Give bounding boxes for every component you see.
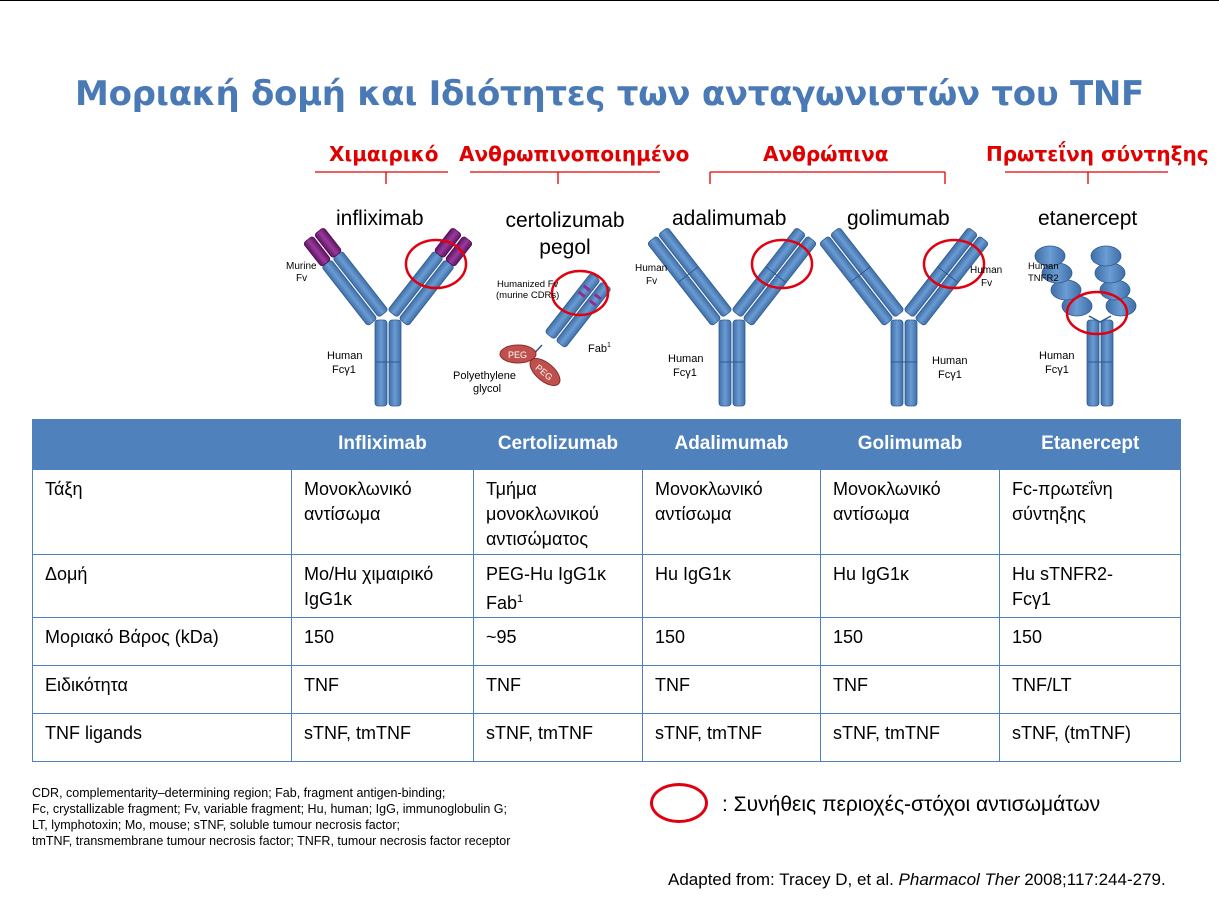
footnote-line: tmTNF, transmembrane tumour necrosis factor; TNFR, tumour necrosis factor receptor — [32, 834, 511, 848]
label-fv-murine: Fv — [296, 273, 308, 284]
table-cell: 150 — [1000, 618, 1181, 666]
adalimumab-structure — [635, 227, 817, 406]
source-suffix: 2008;117:244-279. — [1019, 870, 1166, 889]
footnote-line: CDR, complementarity–determining region; Fab, fragment antigen-binding; — [32, 786, 446, 800]
row-label: Τάξη — [33, 470, 292, 555]
table-header-row — [33, 419, 1181, 470]
drug-name-golimumab: golimumab — [847, 207, 950, 230]
row-label: Μοριακό Βάρος (kDa) — [33, 618, 292, 666]
cell-text: PEG-Hu IgG1κ Fab — [486, 564, 607, 613]
source-journal: Pharmacol Ther — [898, 870, 1020, 889]
table-cell: ~95 — [474, 618, 643, 666]
category-human: Ανθρώπινα — [763, 142, 889, 166]
table-cell: 150 — [821, 618, 1000, 666]
label-human-infliximab: Human — [327, 350, 363, 362]
row-label: Δομή — [33, 555, 292, 618]
cell-superscript: 1 — [517, 593, 524, 605]
label-human-golimumab: Human — [932, 355, 968, 367]
row-label: TNF ligands — [33, 714, 292, 762]
table-cell: sTNF, tmTNF — [643, 714, 821, 762]
table-cell: sTNF, (tmTNF) — [1000, 714, 1181, 762]
label-human-etanercept: Human — [1039, 350, 1075, 362]
table-cell: Fc-πρωτεΐνη σύντηξης — [1000, 470, 1181, 555]
table-cell: sTNF, tmTNF — [821, 714, 1000, 762]
table-cell: sTNF, tmTNF — [474, 714, 643, 762]
table-cell — [474, 555, 643, 618]
drug-name-etanercept: etanercept — [1038, 207, 1138, 230]
table-row — [33, 618, 1181, 666]
label-glycol: glycol — [473, 383, 502, 395]
legend-ring-icon — [650, 783, 708, 823]
label-fcg1-infliximab: Fcγ1 — [332, 364, 356, 376]
drug-name-certolizumab-line1: certolizumab — [505, 209, 625, 232]
category-brackets — [315, 172, 1168, 184]
table-cell: Hu IgG1κ — [821, 555, 1000, 618]
table-cell: Μονοκλωνικό αντίσωμα — [292, 470, 474, 555]
table-cell: Hu IgG1κ — [643, 555, 821, 618]
label-human-fv-adalimumab: Human — [635, 263, 668, 274]
label-peg-1: PEG — [508, 350, 528, 360]
table-header-adalimumab: Adalimumab — [643, 419, 821, 470]
category-fusion: Πρωτεΐνη σύντηξης — [986, 142, 1209, 166]
label-human-etanercept-top: Human — [1028, 261, 1059, 272]
label-fcg1-adalimumab: Fcγ1 — [673, 367, 697, 379]
footnote-line: Fc, crystallizable fragment; Fv, variable fragment; Hu, human; IgG, immunoglobulin G; — [32, 802, 507, 816]
label-fcg1-golimumab: Fcγ1 — [938, 369, 962, 381]
drug-name-adalimumab: adalimumab — [672, 207, 787, 230]
label-fcg1-etanercept: Fcγ1 — [1045, 364, 1069, 376]
label-fv-golimumab: Fv — [981, 278, 993, 289]
slide-title: Μοριακή δομή και Ιδιότητες των ανταγωνιστών του TNF — [75, 74, 1144, 114]
label-fab: Fab$^1$ — [588, 342, 611, 355]
label-tnfr2: TNFR2 — [1028, 273, 1059, 284]
infliximab-structure — [286, 227, 473, 406]
table-row — [33, 666, 1181, 714]
category-humanized: Ανθρωπινοποιημένο — [459, 142, 690, 166]
table-row — [33, 470, 1181, 555]
category-chimeric: Χιμαιρικό — [329, 142, 439, 166]
drug-name-certolizumab-line2: pegol — [539, 236, 591, 259]
table-cell: Τμήμα μονοκλωνικού αντισώματος — [474, 470, 643, 555]
table-cell: Hu sTNFR2-Fcγ1 — [1000, 555, 1181, 618]
label-polyethylene: Polyethylene — [453, 370, 516, 382]
table-cell: TNF — [292, 666, 474, 714]
golimumab-structure — [819, 227, 1002, 406]
source-prefix: Adapted from: Tracey D, et al. — [668, 870, 899, 889]
table-header-certolizumab: Certolizumab — [474, 419, 643, 470]
table-cell: Μονοκλωνικό αντίσωμα — [821, 470, 1000, 555]
label-human-adalimumab: Human — [668, 353, 704, 365]
table-cell: TNF — [821, 666, 1000, 714]
certolizumab-structure — [453, 271, 611, 395]
table-cell: Mo/Hu χιμαιρικό IgG1κ — [292, 555, 474, 618]
label-murine: Murine — [286, 261, 317, 272]
label-fv-adalimumab: Fv — [646, 276, 658, 287]
table-cell: 150 — [292, 618, 474, 666]
table-cell: TNF — [643, 666, 821, 714]
abbreviations-footnote — [32, 785, 510, 849]
comparison-table — [32, 419, 1181, 762]
legend-text: : Συνήθεις περιοχές-στόχοι αντισωμάτων — [722, 793, 1101, 816]
table-cell: TNF/LT — [1000, 666, 1181, 714]
label-human-fv-golimumab: Human — [970, 265, 1003, 276]
table-cell: Μονοκλωνικό αντίσωμα — [643, 470, 821, 555]
row-label: Ειδικότητα — [33, 666, 292, 714]
table-header-golimumab: Golimumab — [821, 419, 1000, 470]
table-cell: TNF — [474, 666, 643, 714]
table-header-empty — [33, 419, 292, 470]
label-humanized-fv: Humanized Fv — [497, 279, 559, 290]
table-cell: sTNF, tmTNF — [292, 714, 474, 762]
etanercept-structure — [1028, 246, 1136, 406]
table-cell: 150 — [643, 618, 821, 666]
table-header-etanercept: Etanercept — [1000, 419, 1181, 470]
label-murine-cdrs: (murine CDRs) — [496, 290, 560, 301]
table-row — [33, 555, 1181, 618]
footnote-line: LT, lymphotoxin; Mo, mouse; sTNF, soluble tumour necrosis factor; — [32, 818, 400, 832]
table-row — [33, 714, 1181, 762]
table-header-infliximab: Infliximab — [292, 419, 474, 470]
source-citation — [668, 870, 1166, 890]
drug-name-infliximab: infliximab — [336, 207, 424, 230]
label-peg-2: PEG — [533, 362, 555, 383]
antibody-structures-diagram — [0, 0, 1219, 420]
